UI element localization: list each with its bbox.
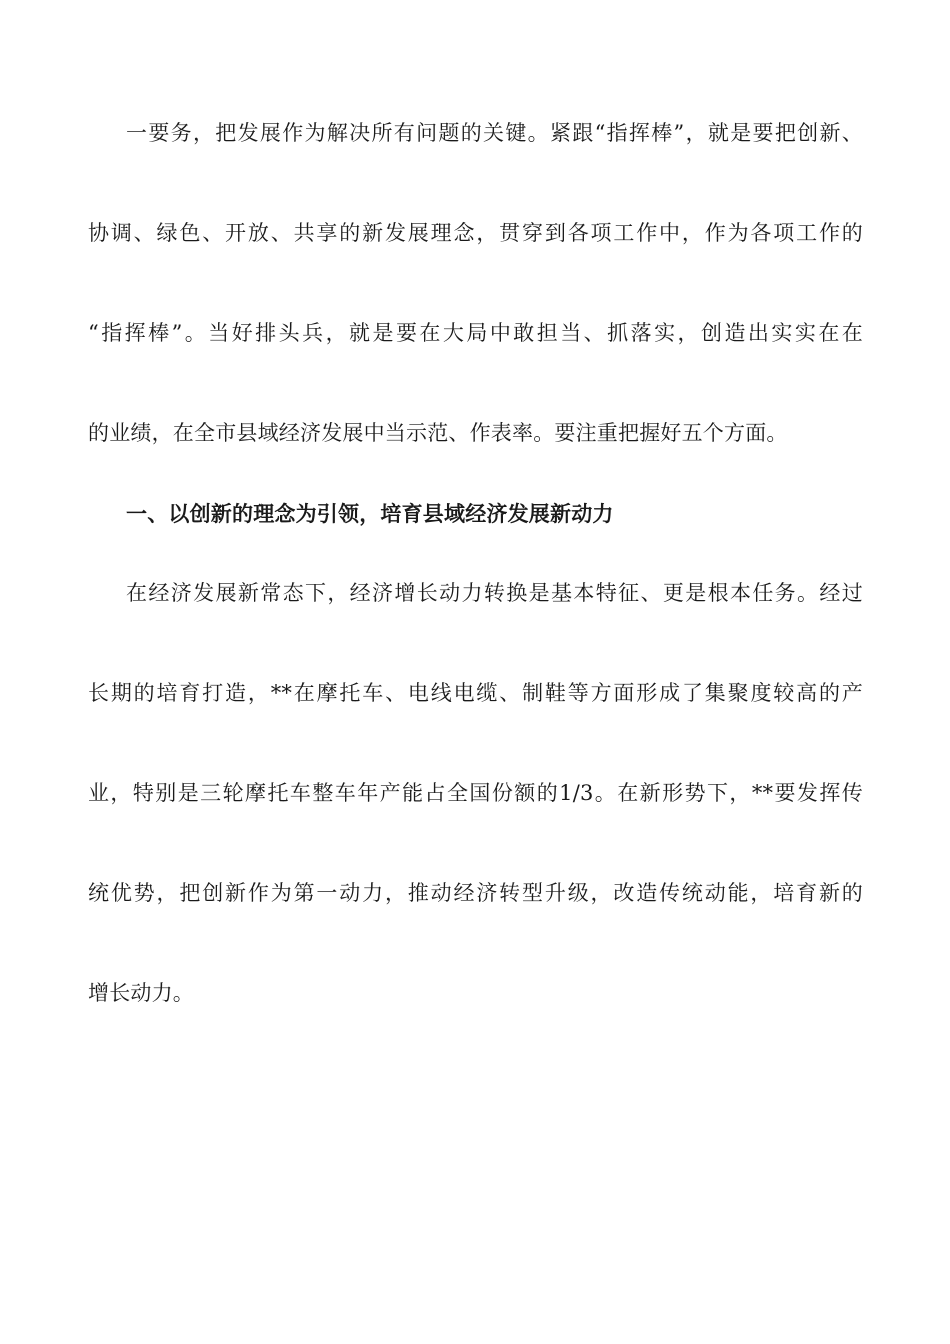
paragraph-line: 一要务，把发展作为解决所有问题的关键。紧跟“指挥棒”，就是要把创新、 bbox=[126, 121, 863, 145]
paragraph-line: 的业绩，在全市县域经济发展中当示范、作表率。要注重把握好五个方面。 bbox=[88, 421, 788, 445]
paragraph-line: 业，特别是三轮摩托车整车年产能占全国份额的1/3。在新形势下，**要发挥传 bbox=[88, 781, 863, 805]
document-body bbox=[88, 118, 863, 1078]
paragraph-line: 协调、绿色、开放、共享的新发展理念，贯穿到各项工作中，作为各项工作的 bbox=[88, 221, 863, 245]
paragraph-line: 在经济发展新常态下，经济增长动力转换是基本特征、更是根本任务。经过 bbox=[126, 581, 863, 605]
paragraph-intro bbox=[88, 118, 863, 498]
paragraph-innovation bbox=[88, 578, 863, 1078]
paragraph-line: “指挥棒”。当好排头兵，就是要在大局中敢担当、抓落实，创造出实实在在 bbox=[88, 321, 863, 345]
paragraph-line: 统优势，把创新作为第一动力，推动经济转型升级，改造传统动能，培育新的 bbox=[88, 881, 863, 905]
section-heading: 一、以创新的理念为引领，培育县域经济发展新动力 bbox=[126, 501, 614, 526]
paragraph-line: 长期的培育打造，**在摩托车、电线电缆、制鞋等方面形成了集聚度较高的产 bbox=[88, 681, 863, 705]
paragraph-line: 增长动力。 bbox=[88, 981, 194, 1005]
